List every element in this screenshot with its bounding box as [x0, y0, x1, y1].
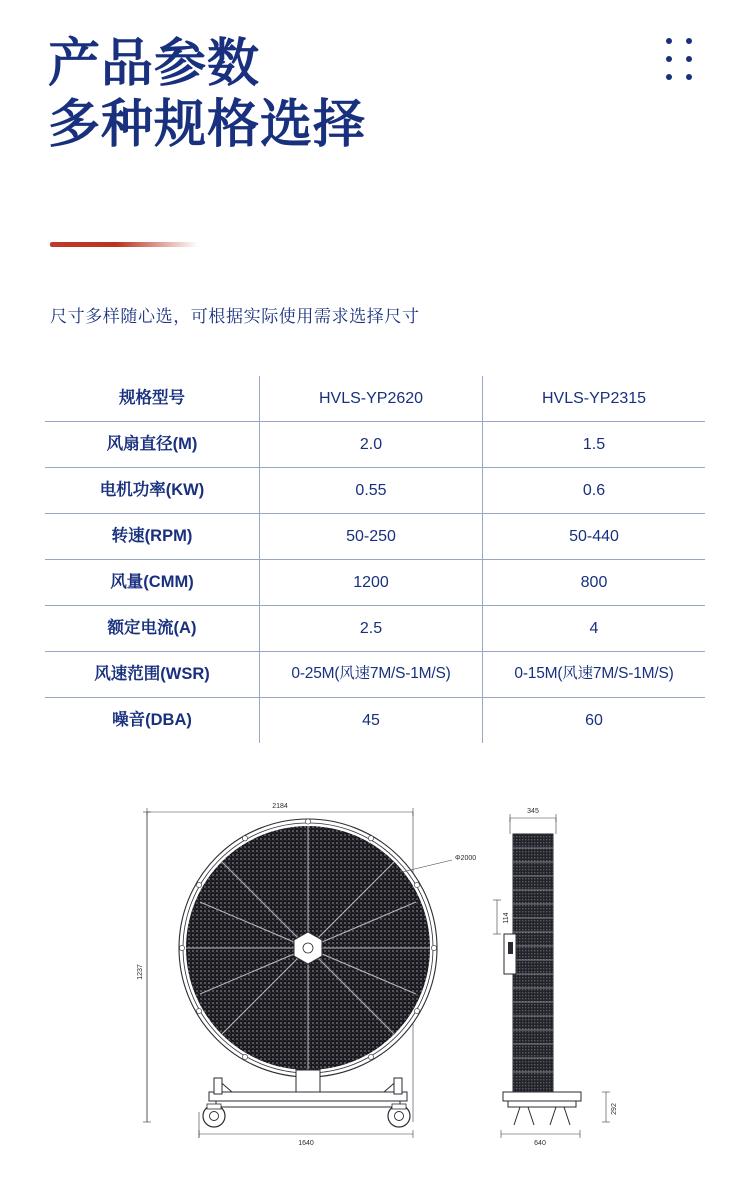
row-value-col2: 0.6 [483, 468, 706, 514]
row-label: 风速范围(WSR) [45, 652, 260, 698]
row-label: 转速(RPM) [45, 514, 260, 560]
row-value-col1: 45 [260, 698, 483, 744]
six-dots-decoration-icon [664, 34, 706, 86]
row-value-col2: 1.5 [483, 422, 706, 468]
table-header-cell-col1: HVLS-YP2620 [260, 376, 483, 422]
table-row [45, 422, 706, 468]
table-row [45, 468, 706, 514]
row-label: 风量(CMM) [45, 560, 260, 606]
row-value-col2: 4 [483, 606, 706, 652]
spec-table [44, 375, 706, 744]
page-title [48, 34, 366, 156]
table-header-cell-col2: HVLS-YP2315 [483, 376, 706, 422]
row-value-col1: 1200 [260, 560, 483, 606]
side-view-body [504, 834, 553, 1092]
table-row [45, 560, 706, 606]
row-value-col2: 0-15M(风速7M/S-1M/S) [483, 652, 706, 698]
row-value-col2: 50-440 [483, 514, 706, 560]
table-row [45, 606, 706, 652]
table-row [45, 698, 706, 744]
page-title-line1: 产品参数 [48, 35, 261, 93]
table-header-row [45, 376, 706, 422]
row-value-col2: 60 [483, 698, 706, 744]
side-bottom-dimension-label: 640 [534, 1140, 546, 1147]
table-row [45, 514, 706, 560]
title-underline-divider [50, 242, 198, 247]
side-mid-dimension-label: 114 [503, 912, 510, 924]
row-label: 电机功率(KW) [45, 468, 260, 514]
side-top-dimension-label: 345 [527, 808, 539, 815]
front-bottom-dimension-label: 1640 [298, 1140, 314, 1147]
row-value-col1: 2.0 [260, 422, 483, 468]
row-label: 额定电流(A) [45, 606, 260, 652]
subtitle-text: 尺寸多样随心选，可根据实际使用需求选择尺寸 [50, 307, 420, 326]
row-value-col1: 50-250 [260, 514, 483, 560]
front-top-dimension-label: 2184 [272, 803, 288, 810]
front-base-frame [209, 1070, 407, 1107]
technical-drawing-svg [0, 782, 750, 1186]
technical-drawing [0, 782, 750, 1186]
page-title-line2: 多种规格选择 [48, 95, 367, 154]
row-label: 风扇直径(M) [45, 422, 260, 468]
row-value-col1: 0-25M(风速7M/S-1M/S) [260, 652, 483, 698]
diameter-label: Φ2000 [455, 855, 477, 862]
table-header-cell-model: 规格型号 [45, 376, 260, 422]
row-label: 噪音(DBA) [45, 698, 260, 744]
row-value-col2: 800 [483, 560, 706, 606]
spec-table-wrapper [44, 375, 706, 744]
side-base-frame [503, 1092, 581, 1125]
side-right-dimension-label: 292 [611, 1103, 618, 1115]
front-left-dimension-label: 1237 [137, 964, 144, 980]
row-value-col1: 0.55 [260, 468, 483, 514]
row-value-col1: 2.5 [260, 606, 483, 652]
table-row [45, 652, 706, 698]
